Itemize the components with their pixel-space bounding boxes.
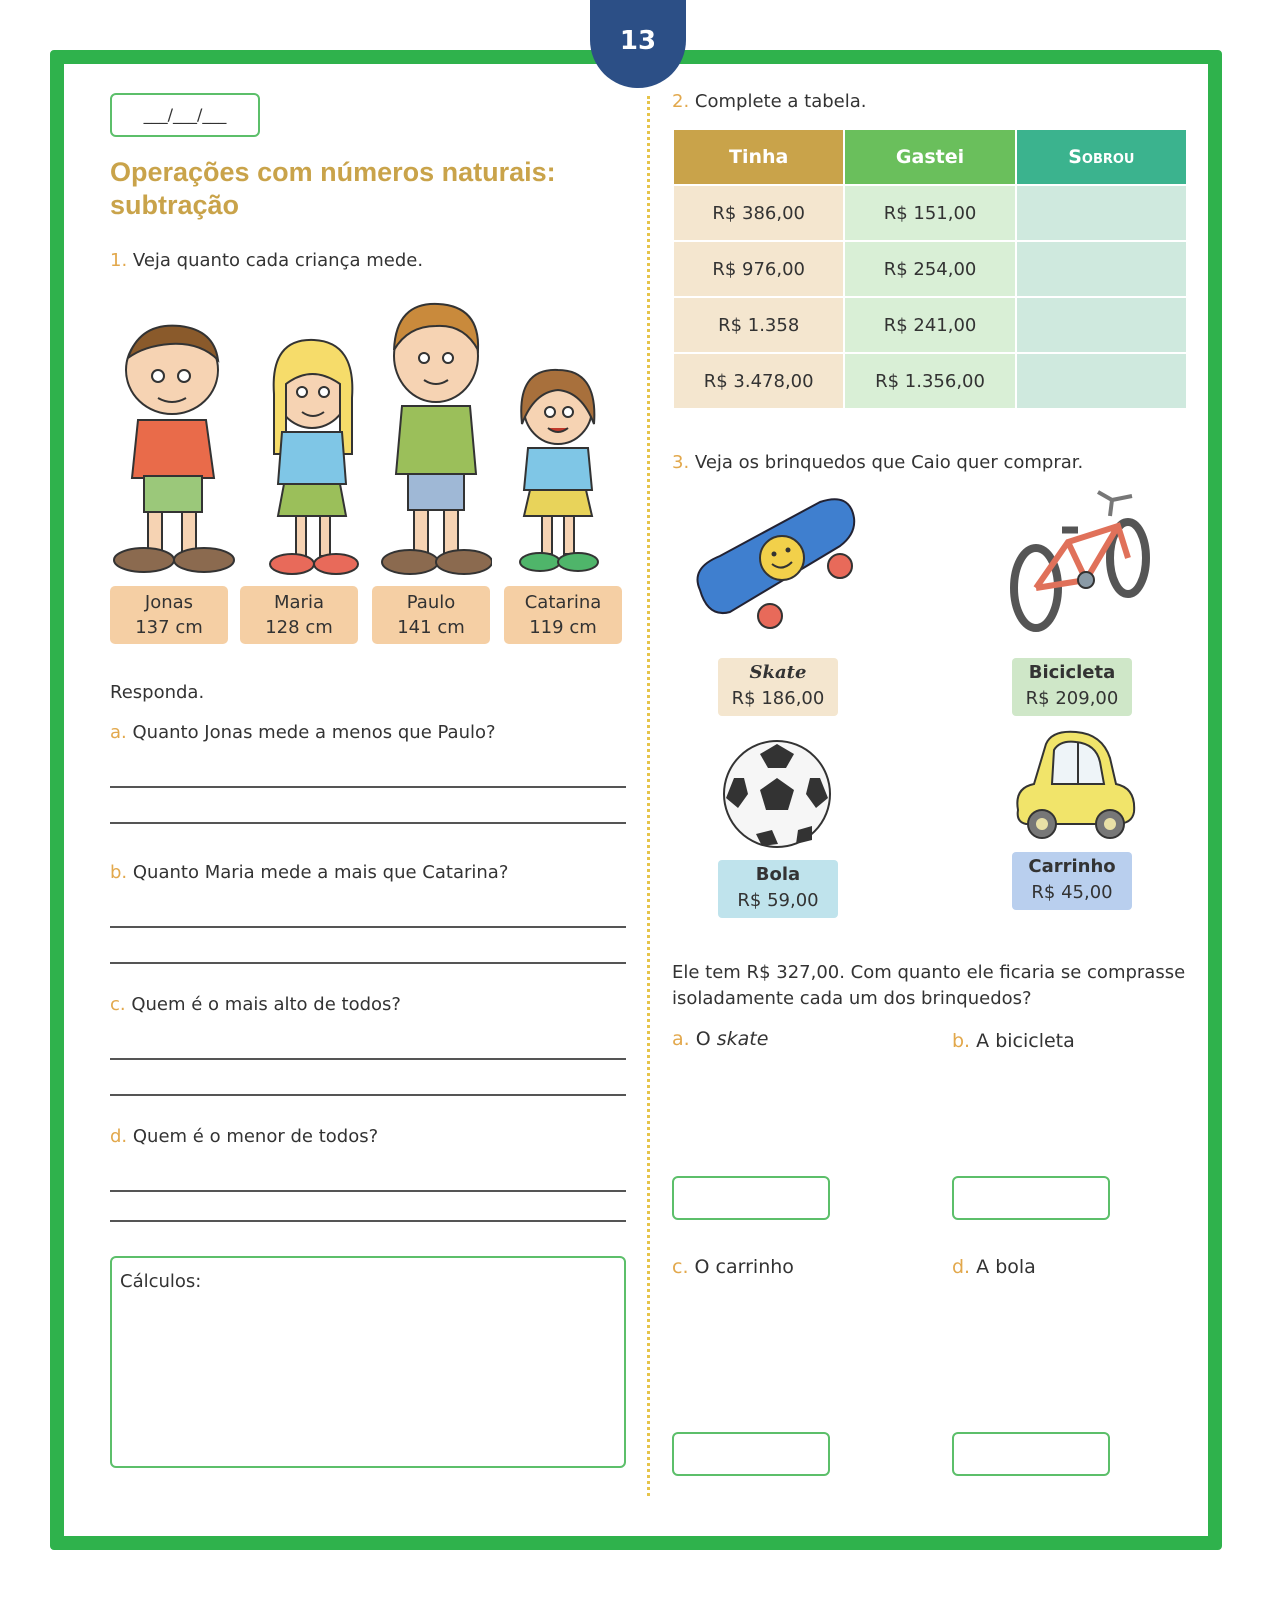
cell-sobrou-input[interactable] (1017, 186, 1186, 240)
q2-text: Complete a tabela. (694, 91, 867, 112)
cell-gastei: R$ 254,00 (845, 242, 1014, 296)
q3-number: 3. (672, 452, 690, 473)
table-header-row (674, 130, 1186, 184)
paulo-illustration (380, 294, 492, 580)
table-row (674, 354, 1186, 408)
child-height: 119 cm (529, 617, 597, 638)
cell-tinha: R$ 1.358 (674, 298, 843, 352)
answer-line[interactable] (110, 786, 626, 788)
item-prefix: O (695, 1028, 711, 1050)
answer-box-skate[interactable] (672, 1176, 830, 1220)
catarina-illustration (506, 364, 610, 580)
question-letter: c. (110, 994, 126, 1015)
item-d (952, 1256, 1036, 1278)
answer-line[interactable] (110, 926, 626, 928)
respond-label: Responda. (110, 682, 205, 703)
toy-price: R$ 209,00 (1025, 688, 1119, 709)
answer-box-bola[interactable] (952, 1432, 1110, 1476)
cell-gastei: R$ 1.356,00 (845, 354, 1014, 408)
child-name: Catarina (524, 592, 602, 613)
item-text: O carrinho (694, 1256, 794, 1278)
toy-tag-carrinho (1012, 852, 1132, 910)
cell-gastei: R$ 241,00 (845, 298, 1014, 352)
question-text: Quem é o mais alto de todos? (131, 994, 401, 1015)
cell-gastei: R$ 151,00 (845, 186, 1014, 240)
child-tag-maria (240, 586, 358, 644)
q3-prompt: Ele tem R$ 327,00. Com quanto ele ficaria se comprasse isoladamente cada um dos brinquedos? (672, 962, 1186, 1009)
question-text: Quem é o menor de todos? (132, 1126, 379, 1147)
child-name: Maria (274, 592, 324, 613)
money-table (672, 128, 1188, 410)
item-text: A bicicleta (976, 1030, 1075, 1052)
child-tag-catarina (504, 586, 622, 644)
cell-sobrou-input[interactable] (1017, 242, 1186, 296)
answer-line[interactable] (110, 1220, 626, 1222)
cell-tinha: R$ 976,00 (674, 242, 843, 296)
toy-name: Carrinho (1028, 856, 1116, 877)
q1-text: Veja quanto cada criança mede. (132, 250, 424, 271)
toy-price: R$ 59,00 (737, 890, 819, 911)
question-letter: b. (110, 862, 128, 883)
cell-tinha: R$ 386,00 (674, 186, 843, 240)
date-field[interactable]: ___/___/___ (110, 93, 260, 137)
table-row (674, 242, 1186, 296)
jonas-illustration (110, 318, 240, 580)
item-a (672, 1028, 768, 1050)
child-height: 137 cm (135, 617, 203, 638)
question-text: Quanto Maria mede a mais que Catarina? (132, 862, 509, 883)
child-name: Paulo (406, 592, 456, 613)
toy-tag-skate (718, 658, 838, 716)
page-number-badge: 13 (590, 0, 686, 88)
cell-tinha: R$ 3.478,00 (674, 354, 843, 408)
q3-text: Veja os brinquedos que Caio quer comprar. (694, 452, 1084, 473)
toy-tag-bicicleta (1012, 658, 1132, 716)
answer-box-bicicleta[interactable] (952, 1176, 1110, 1220)
question-c (110, 994, 401, 1015)
calculations-label: Cálculos: (120, 1271, 202, 1292)
toy-name: Skate (749, 662, 807, 683)
item-text: A bola (976, 1256, 1036, 1278)
item-letter: d. (952, 1256, 971, 1278)
answer-line[interactable] (110, 962, 626, 964)
table-row (674, 298, 1186, 352)
item-b (952, 1030, 1075, 1052)
header-sobrou: Sobrou (1017, 130, 1186, 184)
child-height: 128 cm (265, 617, 333, 638)
q3-heading (672, 452, 1083, 473)
skateboard-icon (690, 494, 860, 632)
item-letter: c. (672, 1256, 689, 1278)
child-name: Jonas (144, 592, 194, 613)
toy-name: Bola (755, 864, 801, 885)
item-c (672, 1256, 794, 1278)
child-tag-paulo (372, 586, 490, 644)
toy-price: R$ 186,00 (731, 688, 825, 709)
cell-sobrou-input[interactable] (1017, 354, 1186, 408)
answer-line[interactable] (110, 1058, 626, 1060)
question-letter: a. (110, 722, 127, 743)
q2-heading (672, 91, 866, 112)
item-word: skate (716, 1028, 769, 1050)
soccer-ball-icon (720, 738, 834, 850)
q1-number: 1. (110, 250, 128, 271)
question-b (110, 862, 508, 883)
toy-price: R$ 45,00 (1031, 882, 1113, 903)
answer-line[interactable] (110, 1190, 626, 1192)
answer-box-carrinho[interactable] (672, 1432, 830, 1476)
question-d (110, 1126, 378, 1147)
q1-heading (110, 250, 423, 271)
question-letter: d. (110, 1126, 128, 1147)
q2-number: 2. (672, 91, 690, 112)
child-height: 141 cm (397, 617, 465, 638)
answer-line[interactable] (110, 822, 626, 824)
toy-tag-bola (718, 860, 838, 918)
child-tag-jonas (110, 586, 228, 644)
cell-sobrou-input[interactable] (1017, 298, 1186, 352)
header-gastei: Gastei (845, 130, 1014, 184)
column-divider (647, 96, 650, 1496)
maria-illustration (262, 334, 362, 580)
toy-car-icon (1006, 728, 1142, 846)
answer-line[interactable] (110, 1094, 626, 1096)
item-letter: a. (672, 1028, 690, 1050)
toy-name: Bicicleta (1028, 662, 1116, 683)
question-a (110, 722, 496, 743)
table-row (674, 186, 1186, 240)
bicycle-icon (1006, 486, 1156, 636)
page-title: Operações com números naturais: subtração (110, 157, 556, 220)
item-letter: b. (952, 1030, 971, 1052)
header-tinha: Tinha (674, 130, 843, 184)
question-text: Quanto Jonas mede a menos que Paulo? (132, 722, 496, 743)
